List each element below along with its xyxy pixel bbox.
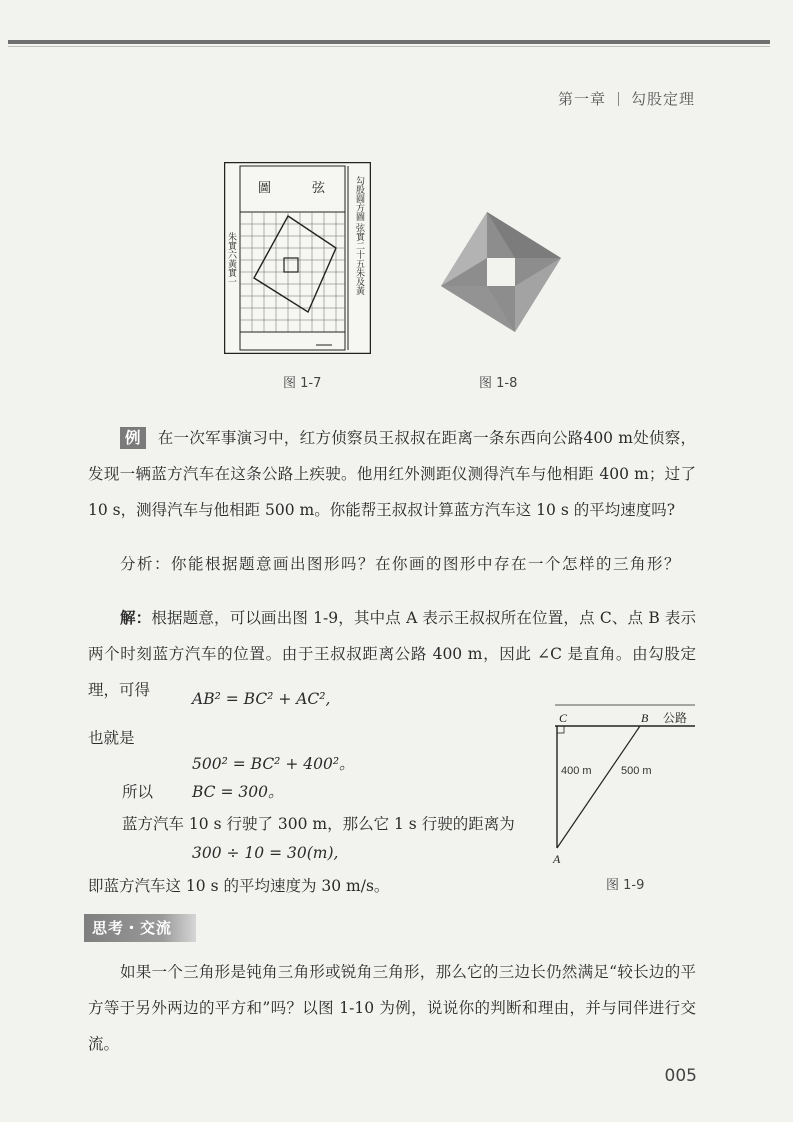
fig17-label-tu: 圖 <box>258 180 272 195</box>
figure-1-7-caption: 图 1-7 <box>283 376 322 391</box>
example-paragraph <box>88 420 696 528</box>
so-label: 所以 <box>122 783 154 801</box>
think-discuss-badge: 思考・交流 <box>84 914 196 942</box>
chapter-title: 勾股定理 <box>630 90 695 108</box>
fig17-label-xian: 弦 <box>312 180 326 195</box>
equation-pythagoras: AB² = BC² + AC², <box>192 690 331 708</box>
solution-paragraph <box>88 600 696 708</box>
header-rule <box>8 40 770 44</box>
think-discuss-paragraph: 如果一个三角形是钝角三角形或锐角三角形，那么它的三边长仍然满足“较长边的平方等于另外两边的平方和”吗？以图 1-10 为例，说说你的判断和理由，并与同伴进行交流。 <box>88 963 696 1053</box>
example-text: 在一次军事演习中，红方侦察员王叔叔在距离一条东西向公路400 m处侦察，发现一辆蓝方汽车在这条公路上疾驶。他用红外测距仪测得汽车与他相距 400 m；过了 10 s，测得汽车与他相距 500 m。你能帮王叔叔计算蓝方汽车这 10 s 的平均速度吗? <box>88 429 696 519</box>
figure-1-9-diagram <box>545 700 697 870</box>
equation-substituted: 500² = BC² + 400²。 <box>192 755 355 773</box>
label-c: C <box>559 711 568 725</box>
figure-1-9-caption: 图 1-9 <box>606 878 645 893</box>
label-b: B <box>641 711 649 725</box>
header-rule-thin <box>8 46 770 47</box>
chapter-label: 第一章 <box>557 90 606 108</box>
label-road: 公路 <box>663 711 688 725</box>
figure-1-8-caption: 图 1-8 <box>479 376 518 391</box>
figure-1-7-diagram <box>224 162 371 354</box>
solution-text: 根据题意，可以画出图 1-9，其中点 A 表示王叔叔所在位置，点 C、点 B 表示两个时刻蓝方汽车的位置。由于王叔叔距离公路 400 m，因此 ∠C 是直角。由勾股定理，可得 <box>88 609 696 699</box>
equation-speed: 300 ÷ 10 = 30(m), <box>192 844 339 862</box>
fig17-right-text: 勾股圓方圖 弦實二十五朱及黃 <box>355 176 365 296</box>
label-a: A <box>553 852 561 866</box>
label-400m: 400 m <box>561 765 592 777</box>
also-text: 也就是 <box>88 729 135 747</box>
figure-1-8-diagram <box>441 212 561 332</box>
page-number: 005 <box>664 1066 697 1086</box>
solution-label: 解： <box>120 608 152 627</box>
label-500m: 500 m <box>621 765 652 777</box>
example-badge: 例 <box>120 427 146 449</box>
fig17-left-text: 朱實六黃實一 <box>227 232 237 286</box>
conclusion-sentence: 即蓝方汽车这 10 s 的平均速度为 30 m/s。 <box>88 877 390 895</box>
distance-sentence: 蓝方汽车 10 s 行驶了 300 m，那么它 1 s 行驶的距离为 <box>122 815 515 833</box>
right-angle-mark <box>557 726 564 733</box>
equation-result: BC = 300。 <box>192 783 284 801</box>
running-header <box>558 88 695 109</box>
header-separator <box>618 92 619 106</box>
side-ab <box>557 726 640 848</box>
analysis-paragraph: 分析：你能根据题意画出图形吗？在你画的图形中存在一个怎样的三角形？ <box>120 555 682 573</box>
